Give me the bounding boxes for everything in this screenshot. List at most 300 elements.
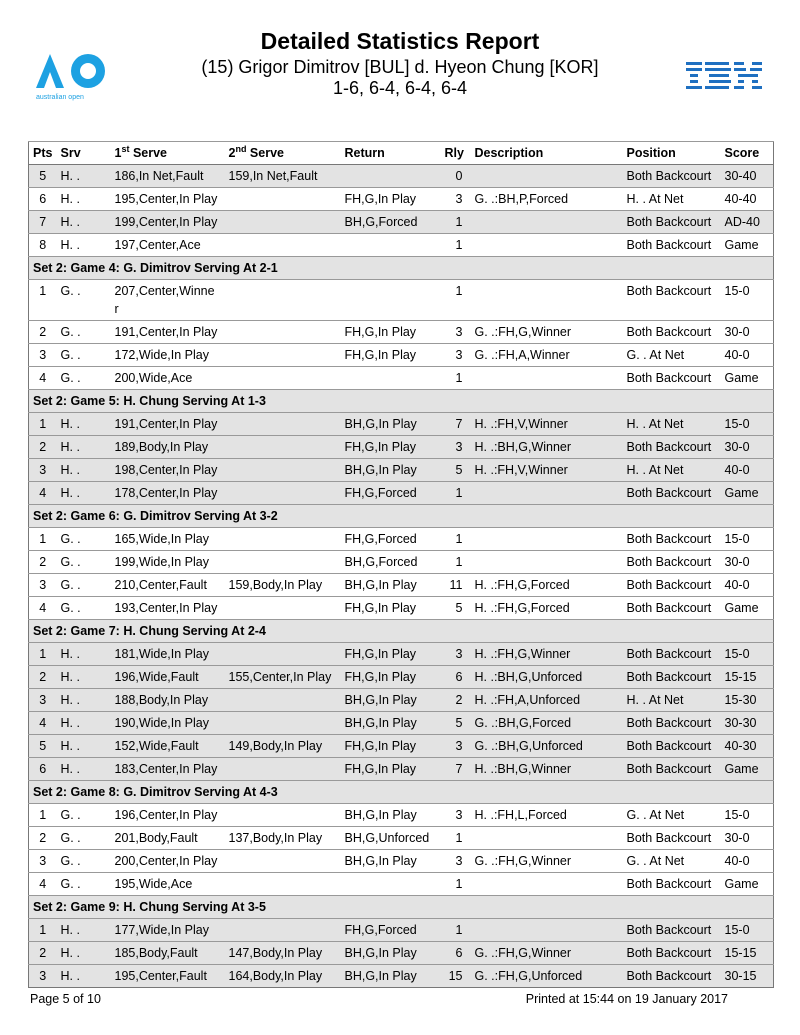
cell-return: BH,G,In Play xyxy=(341,850,441,873)
cell-position: Both Backcourt xyxy=(623,942,721,965)
cell-2nd-serve: 147,Body,In Play xyxy=(225,942,341,965)
cell-pts: 1 xyxy=(29,919,57,942)
cell-score: 15-0 xyxy=(721,280,774,321)
game-header-label: Set 2: Game 4: G. Dimitrov Serving At 2-1 xyxy=(29,257,774,280)
game-header-row xyxy=(29,781,774,804)
match-scoreline: 1-6, 6-4, 6-4, 6-4 xyxy=(332,78,468,98)
cell-position: Both Backcourt xyxy=(623,712,721,735)
cell-position: Both Backcourt xyxy=(623,574,721,597)
cell-srv: G. . xyxy=(57,551,111,574)
cell-description xyxy=(471,367,623,390)
col-header-return: Return xyxy=(341,142,441,165)
cell-return: FH,G,Forced xyxy=(341,482,441,505)
table-header-row xyxy=(29,142,774,165)
cell-rly: 1 xyxy=(441,528,471,551)
cell-description: G. .:FH,G,Unforced xyxy=(471,965,623,988)
col-header-2nd-serve: 2nd Serve xyxy=(225,142,341,165)
cell-1st-serve: 183,Center,In Play xyxy=(111,758,225,781)
cell-description: G. .:FH,G,Winner xyxy=(471,850,623,873)
cell-score: 40-0 xyxy=(721,850,774,873)
cell-position: Both Backcourt xyxy=(623,280,721,321)
point-row xyxy=(29,436,774,459)
cell-srv: G. . xyxy=(57,280,111,321)
point-row xyxy=(29,321,774,344)
cell-srv: G. . xyxy=(57,873,111,896)
cell-pts: 1 xyxy=(29,528,57,551)
cell-pts: 3 xyxy=(29,850,57,873)
cell-return: FH,G,Forced xyxy=(341,528,441,551)
game-header-label: Set 2: Game 7: H. Chung Serving At 2-4 xyxy=(29,620,774,643)
cell-return: BH,G,In Play xyxy=(341,574,441,597)
cell-description: H. .:FH,G,Forced xyxy=(471,574,623,597)
cell-position: Both Backcourt xyxy=(623,551,721,574)
cell-pts: 2 xyxy=(29,666,57,689)
cell-score: 40-0 xyxy=(721,574,774,597)
cell-srv: H. . xyxy=(57,211,111,234)
cell-return: FH,G,In Play xyxy=(341,666,441,689)
cell-position: Both Backcourt xyxy=(623,735,721,758)
cell-score: 15-15 xyxy=(721,942,774,965)
cell-score: 30-0 xyxy=(721,321,774,344)
point-row xyxy=(29,942,774,965)
cell-srv: G. . xyxy=(57,827,111,850)
cell-srv: G. . xyxy=(57,367,111,390)
cell-score: Game xyxy=(721,367,774,390)
cell-rly: 6 xyxy=(441,666,471,689)
cell-return: BH,G,In Play xyxy=(341,689,441,712)
cell-score: 40-0 xyxy=(721,344,774,367)
cell-srv: H. . xyxy=(57,689,111,712)
cell-position: Both Backcourt xyxy=(623,919,721,942)
cell-pts: 6 xyxy=(29,188,57,211)
cell-srv: G. . xyxy=(57,574,111,597)
point-row xyxy=(29,850,774,873)
col-header-score: Score xyxy=(721,142,774,165)
cell-2nd-serve xyxy=(225,919,341,942)
point-row xyxy=(29,712,774,735)
cell-position: G. . At Net xyxy=(623,344,721,367)
point-row xyxy=(29,689,774,712)
cell-srv: H. . xyxy=(57,643,111,666)
col-header-rly: Rly xyxy=(441,142,471,165)
cell-1st-serve: 178,Center,In Play xyxy=(111,482,225,505)
game-header-row xyxy=(29,390,774,413)
col-header-description: Description xyxy=(471,142,623,165)
cell-pts: 2 xyxy=(29,551,57,574)
cell-rly: 1 xyxy=(441,211,471,234)
cell-score: 30-0 xyxy=(721,827,774,850)
cell-position: H. . At Net xyxy=(623,689,721,712)
cell-score: Game xyxy=(721,234,774,257)
point-row xyxy=(29,211,774,234)
cell-1st-serve: 181,Wide,In Play xyxy=(111,643,225,666)
cell-rly: 3 xyxy=(441,643,471,666)
cell-position: Both Backcourt xyxy=(623,234,721,257)
cell-position: Both Backcourt xyxy=(623,873,721,896)
cell-2nd-serve: 164,Body,In Play xyxy=(225,965,341,988)
cell-pts: 3 xyxy=(29,459,57,482)
cell-2nd-serve: 137,Body,In Play xyxy=(225,827,341,850)
cell-score: 30-0 xyxy=(721,436,774,459)
cell-1st-serve: 201,Body,Fault xyxy=(111,827,225,850)
cell-return: BH,G,In Play xyxy=(341,965,441,988)
cell-pts: 4 xyxy=(29,482,57,505)
cell-pts: 8 xyxy=(29,234,57,257)
cell-rly: 7 xyxy=(441,413,471,436)
point-row xyxy=(29,234,774,257)
point-row xyxy=(29,551,774,574)
cell-1st-serve: 207,Center,Winne r xyxy=(111,280,225,321)
cell-pts: 3 xyxy=(29,965,57,988)
cell-description xyxy=(471,827,623,850)
cell-description xyxy=(471,280,623,321)
cell-1st-serve: 152,Wide,Fault xyxy=(111,735,225,758)
cell-description: G. .:BH,G,Forced xyxy=(471,712,623,735)
match-subtitle: (15) Grigor Dimitrov [BUL] d. Hyeon Chung [KOR] xyxy=(201,57,599,77)
cell-position: Both Backcourt xyxy=(623,165,721,188)
cell-2nd-serve xyxy=(225,689,341,712)
cell-return: FH,G,In Play xyxy=(341,643,441,666)
cell-return: FH,G,In Play xyxy=(341,188,441,211)
cell-position: Both Backcourt xyxy=(623,436,721,459)
col-header-pts: Pts xyxy=(29,142,57,165)
game-header-label: Set 2: Game 9: H. Chung Serving At 3-5 xyxy=(29,896,774,919)
cell-description: G. .:FH,G,Winner xyxy=(471,942,623,965)
cell-return: FH,G,Forced xyxy=(341,919,441,942)
cell-score: Game xyxy=(721,597,774,620)
cell-2nd-serve xyxy=(225,643,341,666)
cell-description xyxy=(471,165,623,188)
cell-rly: 1 xyxy=(441,551,471,574)
cell-score: AD-40 xyxy=(721,211,774,234)
cell-srv: H. . xyxy=(57,735,111,758)
cell-1st-serve: 196,Center,In Play xyxy=(111,804,225,827)
cell-rly: 1 xyxy=(441,280,471,321)
cell-1st-serve: 199,Center,In Play xyxy=(111,211,225,234)
cell-return: FH,G,In Play xyxy=(341,735,441,758)
game-header-row xyxy=(29,505,774,528)
cell-2nd-serve xyxy=(225,850,341,873)
cell-1st-serve: 195,Center,Fault xyxy=(111,965,225,988)
cell-score: 15-0 xyxy=(721,919,774,942)
cell-rly: 11 xyxy=(441,574,471,597)
cell-2nd-serve xyxy=(225,280,341,321)
cell-position: Both Backcourt xyxy=(623,367,721,390)
statistics-table xyxy=(28,141,774,988)
cell-return xyxy=(341,234,441,257)
point-row xyxy=(29,873,774,896)
cell-description: H. .:FH,V,Winner xyxy=(471,459,623,482)
cell-position: Both Backcourt xyxy=(623,528,721,551)
cell-pts: 3 xyxy=(29,344,57,367)
cell-return: FH,G,In Play xyxy=(341,321,441,344)
cell-srv: H. . xyxy=(57,965,111,988)
cell-srv: H. . xyxy=(57,234,111,257)
cell-1st-serve: 193,Center,In Play xyxy=(111,597,225,620)
cell-pts: 7 xyxy=(29,211,57,234)
cell-2nd-serve xyxy=(225,234,341,257)
point-row xyxy=(29,758,774,781)
cell-2nd-serve xyxy=(225,413,341,436)
cell-1st-serve: 190,Wide,In Play xyxy=(111,712,225,735)
cell-pts: 5 xyxy=(29,735,57,758)
col-header-1st-serve: 1st Serve xyxy=(111,142,225,165)
cell-1st-serve: 196,Wide,Fault xyxy=(111,666,225,689)
cell-2nd-serve: 149,Body,In Play xyxy=(225,735,341,758)
report-header xyxy=(0,0,800,120)
point-row xyxy=(29,574,774,597)
cell-1st-serve: 199,Wide,In Play xyxy=(111,551,225,574)
game-header-label: Set 2: Game 8: G. Dimitrov Serving At 4-3 xyxy=(29,781,774,804)
cell-pts: 4 xyxy=(29,873,57,896)
cell-1st-serve: 195,Wide,Ace xyxy=(111,873,225,896)
cell-score: 15-0 xyxy=(721,528,774,551)
point-row xyxy=(29,459,774,482)
cell-srv: G. . xyxy=(57,804,111,827)
cell-pts: 4 xyxy=(29,367,57,390)
cell-pts: 4 xyxy=(29,712,57,735)
cell-1st-serve: 200,Center,In Play xyxy=(111,850,225,873)
point-row xyxy=(29,666,774,689)
cell-srv: H. . xyxy=(57,919,111,942)
cell-score: 30-30 xyxy=(721,712,774,735)
cell-rly: 3 xyxy=(441,735,471,758)
cell-position: Both Backcourt xyxy=(623,758,721,781)
cell-srv: G. . xyxy=(57,321,111,344)
cell-score: 40-40 xyxy=(721,188,774,211)
point-row xyxy=(29,165,774,188)
cell-1st-serve: 185,Body,Fault xyxy=(111,942,225,965)
cell-score: 15-30 xyxy=(721,689,774,712)
cell-return: FH,G,In Play xyxy=(341,758,441,781)
point-row xyxy=(29,413,774,436)
cell-return: BH,G,In Play xyxy=(341,942,441,965)
cell-rly: 5 xyxy=(441,597,471,620)
point-row xyxy=(29,804,774,827)
cell-pts: 2 xyxy=(29,942,57,965)
cell-return: BH,G,In Play xyxy=(341,712,441,735)
cell-return: BH,G,In Play xyxy=(341,804,441,827)
cell-1st-serve: 195,Center,In Play xyxy=(111,188,225,211)
cell-1st-serve: 191,Center,In Play xyxy=(111,413,225,436)
cell-score: 30-40 xyxy=(721,165,774,188)
cell-description: H. .:BH,G,Winner xyxy=(471,758,623,781)
cell-position: Both Backcourt xyxy=(623,482,721,505)
cell-srv: H. . xyxy=(57,188,111,211)
cell-rly: 3 xyxy=(441,344,471,367)
cell-rly: 1 xyxy=(441,234,471,257)
game-header-label: Set 2: Game 6: G. Dimitrov Serving At 3-2 xyxy=(29,505,774,528)
cell-description: G. .:BH,P,Forced xyxy=(471,188,623,211)
cell-1st-serve: 210,Center,Fault xyxy=(111,574,225,597)
cell-position: H. . At Net xyxy=(623,459,721,482)
cell-2nd-serve xyxy=(225,459,341,482)
cell-1st-serve: 186,In Net,Fault xyxy=(111,165,225,188)
cell-score: 15-15 xyxy=(721,666,774,689)
cell-description: H. .:FH,L,Forced xyxy=(471,804,623,827)
cell-rly: 1 xyxy=(441,873,471,896)
cell-pts: 1 xyxy=(29,413,57,436)
cell-1st-serve: 200,Wide,Ace xyxy=(111,367,225,390)
cell-2nd-serve: 155,Center,In Play xyxy=(225,666,341,689)
cell-2nd-serve xyxy=(225,804,341,827)
point-row xyxy=(29,344,774,367)
point-row xyxy=(29,528,774,551)
table-body xyxy=(29,165,774,988)
cell-return: FH,G,In Play xyxy=(341,597,441,620)
point-row xyxy=(29,827,774,850)
cell-position: Both Backcourt xyxy=(623,965,721,988)
cell-1st-serve: 191,Center,In Play xyxy=(111,321,225,344)
cell-score: 15-0 xyxy=(721,643,774,666)
cell-1st-serve: 197,Center,Ace xyxy=(111,234,225,257)
cell-pts: 2 xyxy=(29,436,57,459)
cell-1st-serve: 198,Center,In Play xyxy=(111,459,225,482)
cell-2nd-serve xyxy=(225,211,341,234)
cell-pts: 2 xyxy=(29,321,57,344)
cell-rly: 1 xyxy=(441,827,471,850)
cell-score: 15-0 xyxy=(721,804,774,827)
point-row xyxy=(29,188,774,211)
cell-2nd-serve xyxy=(225,436,341,459)
cell-return: BH,G,In Play xyxy=(341,459,441,482)
cell-description xyxy=(471,211,623,234)
cell-score: 40-0 xyxy=(721,459,774,482)
cell-score: 15-0 xyxy=(721,413,774,436)
cell-description: G. .:FH,G,Winner xyxy=(471,321,623,344)
cell-rly: 6 xyxy=(441,942,471,965)
cell-srv: H. . xyxy=(57,436,111,459)
cell-return xyxy=(341,367,441,390)
cell-2nd-serve xyxy=(225,712,341,735)
cell-description: H. .:FH,G,Forced xyxy=(471,597,623,620)
cell-score: Game xyxy=(721,482,774,505)
point-row xyxy=(29,735,774,758)
cell-score: Game xyxy=(721,758,774,781)
cell-pts: 1 xyxy=(29,280,57,321)
cell-srv: H. . xyxy=(57,758,111,781)
cell-position: Both Backcourt xyxy=(623,211,721,234)
cell-pts: 5 xyxy=(29,165,57,188)
cell-description: G. .:BH,G,Unforced xyxy=(471,735,623,758)
cell-description: H. .:BH,G,Unforced xyxy=(471,666,623,689)
point-row xyxy=(29,919,774,942)
cell-rly: 1 xyxy=(441,919,471,942)
cell-return: BH,G,Unforced xyxy=(341,827,441,850)
printed-timestamp: Printed at 15:44 on 19 January 2017 xyxy=(525,992,728,1006)
cell-1st-serve: 172,Wide,In Play xyxy=(111,344,225,367)
point-row xyxy=(29,280,774,321)
cell-srv: G. . xyxy=(57,528,111,551)
cell-srv: H. . xyxy=(57,666,111,689)
page-title: Detailed Statistics Report xyxy=(260,28,540,54)
cell-position: Both Backcourt xyxy=(623,643,721,666)
point-row xyxy=(29,482,774,505)
cell-return xyxy=(341,873,441,896)
col-header-position: Position xyxy=(623,142,721,165)
cell-position: H. . At Net xyxy=(623,188,721,211)
cell-2nd-serve xyxy=(225,482,341,505)
cell-position: Both Backcourt xyxy=(623,666,721,689)
cell-pts: 4 xyxy=(29,597,57,620)
cell-2nd-serve xyxy=(225,597,341,620)
cell-2nd-serve xyxy=(225,367,341,390)
cell-rly: 5 xyxy=(441,712,471,735)
cell-rly: 1 xyxy=(441,482,471,505)
cell-description: H. .:FH,G,Winner xyxy=(471,643,623,666)
cell-2nd-serve xyxy=(225,321,341,344)
point-row xyxy=(29,965,774,988)
cell-2nd-serve: 159,Body,In Play xyxy=(225,574,341,597)
cell-2nd-serve xyxy=(225,528,341,551)
cell-description: G. .:FH,A,Winner xyxy=(471,344,623,367)
cell-1st-serve: 165,Wide,In Play xyxy=(111,528,225,551)
cell-srv: H. . xyxy=(57,459,111,482)
cell-rly: 15 xyxy=(441,965,471,988)
cell-1st-serve: 188,Body,In Play xyxy=(111,689,225,712)
game-header-row xyxy=(29,620,774,643)
page-number: Page 5 of 10 xyxy=(30,992,101,1006)
cell-srv: H. . xyxy=(57,413,111,436)
cell-rly: 1 xyxy=(441,367,471,390)
cell-position: G. . At Net xyxy=(623,804,721,827)
cell-2nd-serve xyxy=(225,758,341,781)
cell-description xyxy=(471,528,623,551)
ao-logo-caption: australian open xyxy=(36,94,84,101)
cell-score: 30-0 xyxy=(721,551,774,574)
cell-srv: H. . xyxy=(57,712,111,735)
cell-return: BH,G,Forced xyxy=(341,551,441,574)
cell-position: Both Backcourt xyxy=(623,827,721,850)
cell-description xyxy=(471,873,623,896)
cell-return xyxy=(341,280,441,321)
cell-2nd-serve xyxy=(225,188,341,211)
cell-srv: G. . xyxy=(57,850,111,873)
cell-position: Both Backcourt xyxy=(623,597,721,620)
cell-position: Both Backcourt xyxy=(623,321,721,344)
cell-pts: 3 xyxy=(29,689,57,712)
cell-pts: 2 xyxy=(29,827,57,850)
point-row xyxy=(29,643,774,666)
cell-description: H. .:BH,G,Winner xyxy=(471,436,623,459)
cell-pts: 6 xyxy=(29,758,57,781)
cell-srv: H. . xyxy=(57,165,111,188)
cell-score: Game xyxy=(721,873,774,896)
cell-srv: G. . xyxy=(57,344,111,367)
cell-position: H. . At Net xyxy=(623,413,721,436)
cell-rly: 7 xyxy=(441,758,471,781)
cell-rly: 0 xyxy=(441,165,471,188)
cell-return: FH,G,In Play xyxy=(341,436,441,459)
cell-score: 40-30 xyxy=(721,735,774,758)
cell-1st-serve: 177,Wide,In Play xyxy=(111,919,225,942)
point-row xyxy=(29,367,774,390)
game-header-label: Set 2: Game 5: H. Chung Serving At 1-3 xyxy=(29,390,774,413)
cell-pts: 1 xyxy=(29,643,57,666)
cell-score: 30-15 xyxy=(721,965,774,988)
game-header-row xyxy=(29,896,774,919)
cell-rly: 3 xyxy=(441,436,471,459)
cell-srv: H. . xyxy=(57,942,111,965)
cell-position: G. . At Net xyxy=(623,850,721,873)
ibm-logo xyxy=(686,60,766,94)
point-row xyxy=(29,597,774,620)
cell-return: BH,G,Forced xyxy=(341,211,441,234)
cell-return xyxy=(341,165,441,188)
cell-rly: 3 xyxy=(441,321,471,344)
cell-2nd-serve xyxy=(225,344,341,367)
cell-rly: 5 xyxy=(441,459,471,482)
